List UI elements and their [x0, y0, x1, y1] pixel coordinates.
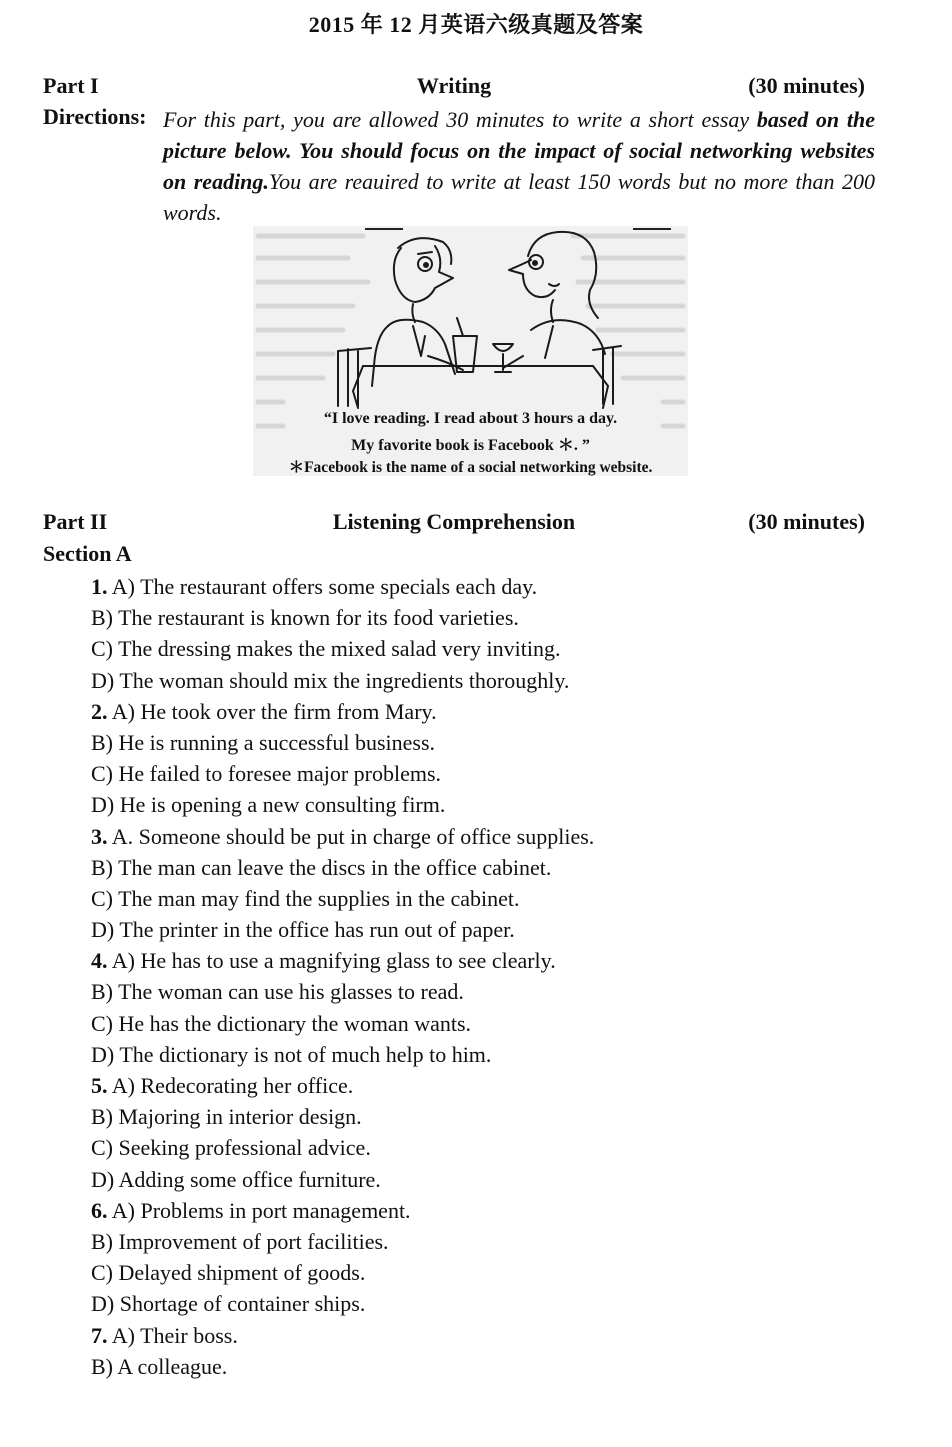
question-number: 1.	[91, 574, 108, 599]
option-line: C) The man may find the supplies in the cabinet.	[91, 885, 520, 911]
option-line: B) Majoring in interior design.	[91, 1104, 362, 1130]
cartoon-image	[253, 226, 688, 476]
option-text: A. Someone should be put in charge of office supplies.	[107, 823, 595, 849]
question-number: 2.	[91, 698, 108, 724]
part2-header	[43, 509, 865, 539]
question-number: 5.	[91, 1073, 108, 1098]
part1-name: Writing	[416, 73, 492, 98]
question-2	[91, 696, 891, 727]
part2-name: Listening Comprehension	[332, 509, 576, 534]
option-line: C) He has the dictionary the woman wants.	[91, 1010, 472, 1036]
question-4	[91, 945, 891, 976]
option-line: D) The dictionary is not of much help to him.	[91, 1041, 492, 1067]
section-a-heading: Section A	[43, 541, 132, 566]
question-list	[91, 571, 891, 1382]
option-line: C) He failed to foresee major problems.	[91, 761, 442, 787]
question-number: 4.	[91, 948, 108, 974]
question-7	[91, 1320, 891, 1351]
question-1	[91, 571, 891, 602]
option-text: A) Redecorating her office.	[107, 1073, 354, 1098]
directions-text-bold: based on the picture below. You should focus on the impact of social networking websites on reading.	[163, 107, 875, 194]
option-line: C) Seeking professional advice.	[91, 1135, 371, 1161]
part1-header	[43, 73, 865, 103]
option-text: A) Their boss.	[107, 1322, 238, 1348]
question-number: 7.	[91, 1322, 108, 1348]
option-text: A) Problems in port management.	[107, 1197, 411, 1223]
option-line: D) He is opening a new consulting firm.	[91, 792, 446, 818]
option-text: A) He took over the firm from Mary.	[107, 698, 437, 724]
option-line: B) Improvement of port facilities.	[91, 1228, 389, 1254]
option-line: B) A colleague.	[91, 1353, 228, 1379]
option-line: C) The dressing makes the mixed salad very inviting.	[91, 636, 561, 662]
directions-text	[163, 104, 875, 228]
question-6	[91, 1195, 891, 1226]
question-number: 6.	[91, 1197, 108, 1223]
cartoon-footnote: ＊Facebook is the name of a social networking website.	[288, 459, 653, 476]
option-text: A) The restaurant offers some specials each day.	[107, 574, 538, 599]
question-5	[91, 1070, 891, 1101]
option-line: B) He is running a successful business.	[91, 729, 436, 755]
part2-label: Part II	[43, 509, 108, 534]
directions-text-a: For this part, you are allowed 30 minutes to write a short essay	[163, 107, 757, 132]
question-3	[91, 821, 891, 852]
option-line: D) The printer in the office has run out of paper.	[91, 917, 515, 943]
directions-text-c: You are reauired to write at least 150 words but no more than 200 words.	[163, 169, 875, 225]
part1-time: (30 minutes)	[748, 73, 865, 98]
question-number: 3.	[91, 823, 108, 849]
directions-label: Directions:	[43, 104, 147, 129]
option-line: B) The woman can use his glasses to read.	[91, 979, 464, 1005]
option-line: D) Adding some office furniture.	[91, 1166, 381, 1192]
option-line: C) Delayed shipment of goods.	[91, 1260, 366, 1286]
option-line: D) The woman should mix the ingredients thoroughly.	[91, 667, 570, 693]
option-line: B) The man can leave the discs in the office cabinet.	[91, 854, 552, 880]
option-text: A) He has to use a magnifying glass to see clearly.	[107, 948, 556, 974]
part2-time: (30 minutes)	[748, 509, 865, 534]
part1-label: Part I	[43, 73, 99, 98]
option-line: D) Shortage of container ships.	[91, 1291, 366, 1317]
cartoon-caption-line1: “I love reading. I read about 3 hours a day.	[323, 410, 618, 427]
option-line: B) The restaurant is known for its food varieties.	[91, 605, 519, 631]
cartoon-caption-line2: My favorite book is Facebook ＊. ”	[351, 437, 590, 454]
document-title: 2015 年 12 月英语六级真题及答案	[308, 12, 644, 37]
